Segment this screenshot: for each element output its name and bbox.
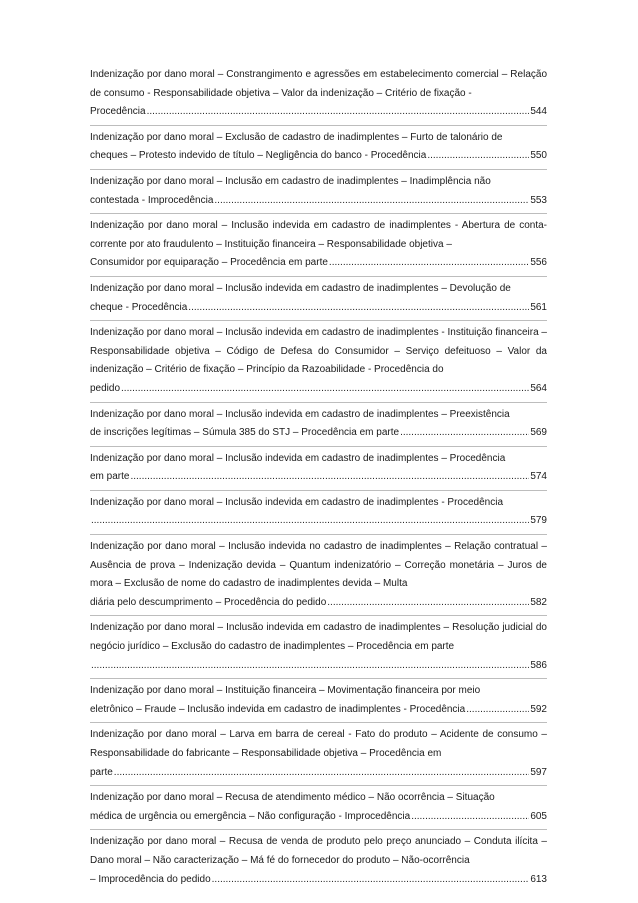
entry-tail-text: médica de urgência ou emergência – Não configuração - Improcedência <box>90 810 411 822</box>
entry-tail-text: – Improcedência do pedido <box>90 873 211 885</box>
entry-tail-line <box>90 254 547 273</box>
entry-text: Indenização por dano moral – Larva em barra de cereal - Fato do produto – Acidente de consumo – Responsabilidade do fabricante – Responsabilidade objetiva – Procedência em <box>90 729 547 759</box>
page-number: 561 <box>530 301 547 313</box>
index-entry <box>90 619 547 679</box>
entry-tail-text: eletrônico – Fraude – Inclusão indevida em cadastro de inadimplentes - Procedência <box>90 703 466 715</box>
entry-tail-line <box>90 468 547 487</box>
entry-text: Indenização por dano moral – Inclusão indevida em cadastro de inadimplentes - Procedência <box>90 496 504 508</box>
dot-leader <box>130 468 529 487</box>
entry-tail-text: Procedência <box>90 106 146 118</box>
page-number: 574 <box>530 471 547 483</box>
page-number: 550 <box>530 150 547 162</box>
entry-text: Indenização por dano moral – Constrangimento e agressões em estabelecimento comercial – Relação de consumo - Responsabilidade objetiva – Valor da indenização – Critério de fixação - <box>90 69 547 99</box>
dot-leader <box>427 147 529 166</box>
entry-tail-line <box>90 657 547 676</box>
index-entry <box>90 789 547 830</box>
index-entry <box>90 726 547 786</box>
dot-leader <box>466 701 529 720</box>
entry-tail-text: parte <box>90 766 113 778</box>
index-entry <box>90 66 547 126</box>
index-entry <box>90 538 547 616</box>
index-entry <box>90 406 547 447</box>
entry-text: Indenização por dano moral – Inclusão indevida em cadastro de inadimplentes – Devolução de <box>90 282 511 294</box>
dot-leader <box>114 764 530 783</box>
page-number: 544 <box>530 106 547 118</box>
index-page <box>90 66 547 895</box>
index-entry <box>90 450 547 491</box>
index-entry <box>90 682 547 723</box>
dot-leader <box>147 103 530 122</box>
entry-text: Indenização por dano moral – Inclusão indevida em cadastro de inadimplentes – Resolução judicial do negócio jurídico – Exclusão do cadastro de inadimplentes – Procedência em parte <box>90 622 547 653</box>
entry-tail-text: de inscrições legítimas – Súmula 385 do STJ – Procedência em parte <box>90 427 400 439</box>
entry-text: Indenização por dano moral – Instituição financeira – Movimentação financeira por meio <box>90 685 481 697</box>
entry-tail-line <box>90 701 547 720</box>
entry-text: Indenização por dano moral – Recusa de venda de produto pelo preço anunciado – Conduta ilícita – Dano moral – Não caracterização – Má fé do fornecedor do produto – Não-ocorrência <box>90 836 547 866</box>
entry-tail-line <box>90 512 547 531</box>
entry-text: Indenização por dano moral – Inclusão indevida em cadastro de inadimplentes - Abertura de conta-corrente por ato fraudulento – Instituição financeira – Responsabilidade objetiva – <box>90 220 547 250</box>
page-number: 613 <box>530 873 547 885</box>
dot-leader <box>400 424 529 443</box>
entry-tail-line <box>90 299 547 318</box>
index-entry <box>90 494 547 535</box>
page-number: 597 <box>530 766 547 778</box>
page-number: 579 <box>530 515 547 527</box>
page-number: 605 <box>530 810 547 822</box>
index-entry <box>90 129 547 170</box>
entry-tail-line <box>90 147 547 166</box>
dot-leader <box>327 594 529 613</box>
page-number: 564 <box>530 382 547 394</box>
entry-tail-line <box>90 380 547 399</box>
entry-tail-line <box>90 192 547 211</box>
entry-tail-line <box>90 871 547 890</box>
entry-text: Indenização por dano moral – Inclusão indevida no cadastro de inadimplentes – Relação contratual – Ausência de prova – Indenização devida – Quantum indenizatório – Correção monetária – Juros de mora – Exclusão de nome do cadastro de inadimplentes devida – Multa <box>90 541 547 590</box>
entry-tail-text: pedido <box>90 382 121 394</box>
page-number: 569 <box>530 427 547 439</box>
entry-text: Indenização por dano moral – Inclusão indevida em cadastro de inadimplentes – Preexistência <box>90 408 510 420</box>
dot-leader <box>91 657 529 676</box>
entry-tail-text: cheque - Procedência <box>90 301 188 313</box>
dot-leader <box>212 871 530 890</box>
entry-tail-text: em parte <box>90 471 130 483</box>
dot-leader <box>121 380 529 399</box>
entry-tail-line <box>90 594 547 613</box>
page-number: 586 <box>530 659 547 671</box>
entry-tail-line <box>90 808 547 827</box>
dot-leader <box>411 808 529 827</box>
entry-text: Indenização por dano moral – Inclusão indevida em cadastro de inadimplentes – Procedência <box>90 452 506 464</box>
page-number: 556 <box>530 257 547 269</box>
entry-text: Indenização por dano moral – Inclusão em cadastro de inadimplentes – Inadimplência não <box>90 175 491 187</box>
entry-text: Indenização por dano moral – Exclusão de cadastro de inadimplentes – Furto de talonário de <box>90 131 503 143</box>
index-entry <box>90 324 547 402</box>
index-entry <box>90 217 547 277</box>
entry-tail-line <box>90 103 547 122</box>
dot-leader <box>91 512 529 531</box>
dot-leader <box>329 254 529 273</box>
entry-tail-line <box>90 764 547 783</box>
entry-text: Indenização por dano moral – Inclusão indevida em cadastro de inadimplentes - Instituição financeira – Responsabilidade objetiva – Código de Defesa do Consumidor – Serviço defeituoso – Valor da indenização – Critério de fixação – Princípio da Razoabilidade - Procedência do <box>90 327 547 376</box>
index-entry <box>90 173 547 214</box>
entry-text: Indenização por dano moral – Recusa de atendimento médico – Não ocorrência – Situação <box>90 792 495 804</box>
entry-tail-line <box>90 424 547 443</box>
entry-tail-text: diária pelo descumprimento – Procedência do pedido <box>90 596 327 608</box>
entry-tail-text: Consumidor por equiparação – Procedência em parte <box>90 257 328 269</box>
entry-tail-text: contestada - Improcedência <box>90 194 214 206</box>
dot-leader <box>188 299 529 318</box>
index-entry <box>90 280 547 321</box>
index-entry <box>90 833 547 892</box>
page-number: 592 <box>530 703 547 715</box>
page-number: 553 <box>530 194 547 206</box>
page-number: 582 <box>530 596 547 608</box>
entry-tail-text: cheques – Protesto indevido de título – Negligência do banco - Procedência <box>90 150 427 162</box>
dot-leader <box>214 192 529 211</box>
